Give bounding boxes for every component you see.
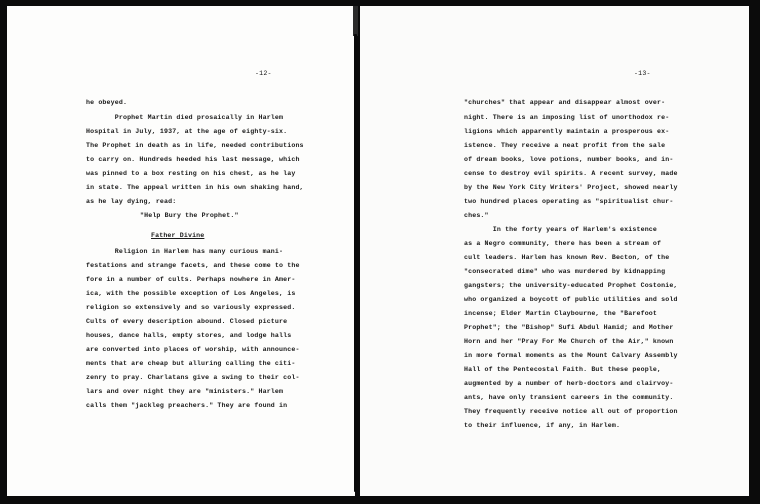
- text-line: gangsters; the university-educated Prophet Costonie,: [464, 282, 678, 289]
- text-line: to their influence, if any, in Harlem.: [464, 422, 621, 429]
- text-line: Cults of every description abound. Closed picture: [86, 318, 288, 325]
- text-line: by the New York City Writers' Project, showed nearly: [464, 184, 678, 191]
- text-line: Religion in Harlem has many curious mani-: [86, 248, 284, 255]
- text-line: cult leaders. Harlem has known Rev. Becton, of the: [464, 254, 670, 261]
- text-line: They frequently receive notice all out of proportion: [464, 408, 678, 415]
- text-line: fore in a number of cults. Perhaps nowhere in Amer-: [86, 276, 296, 283]
- text-line: The Prophet in death as in life, needed contributions: [86, 142, 304, 149]
- text-line: lars and over night they are "ministers." Harlem: [86, 388, 284, 395]
- text-line: as he lay dying, read:: [86, 198, 177, 205]
- binding-shadow: [353, 6, 358, 36]
- text-line: ants, have only transient careers in the community.: [464, 394, 674, 401]
- binding-fold: [354, 34, 357, 492]
- text-line: was pinned to a box resting on his chest, as he lay: [86, 170, 296, 177]
- text-line: ica, with the possible exception of Los Angeles, is: [86, 290, 296, 297]
- text-line: he obeyed.: [86, 99, 128, 106]
- text-line: Prophet"; the "Bishop" Sufi Abdul Hamid; and Mother: [464, 324, 674, 331]
- text-line: who organized a boycott of public utilities and sold: [464, 296, 678, 303]
- text-line: in state. The appeal written in his own shaking hand,: [86, 184, 304, 191]
- text-line: Hall of the Pentecostal Faith. But these people,: [464, 366, 662, 373]
- text-line: "consecrated dime" who was murdered by kidnapping: [464, 268, 666, 275]
- text-line: incense; Elder Martin Claybourne, the "Barefoot: [464, 310, 658, 317]
- text-line: Horn and her "Pray For Me Church of the Air," known: [464, 338, 674, 345]
- text-line: night. There is an imposing list of unorthodox re-: [464, 114, 670, 121]
- text-line: calls them "jackleg preachers." They are found in: [86, 402, 288, 409]
- text-line: cense to destroy evil spirits. A recent survey, made: [464, 170, 678, 177]
- page-number: -12-: [255, 70, 272, 77]
- text-line: Prophet Martin died prosaically in Harlem: [86, 114, 284, 121]
- quote-line: "Help Bury the Prophet.": [140, 212, 239, 219]
- text-line: ches.": [464, 212, 489, 219]
- text-line: to carry on. Hundreds heeded his last message, which: [86, 156, 300, 163]
- text-line: ments that are cheap but alluring calling the citi-: [86, 360, 296, 367]
- section-heading: Father Divine: [151, 232, 205, 239]
- text-line: "churches" that appear and disappear almost over-: [464, 99, 666, 106]
- text-line: are converted into places of worship, with announce-: [86, 346, 300, 353]
- text-line: as a Negro community, there has been a stream of: [464, 240, 662, 247]
- text-line: in more formal moments as the Mount Calvary Assembly: [464, 352, 678, 359]
- text-line: religion so extensively and so variously expressed.: [86, 304, 296, 311]
- text-line: In the forty years of Harlem's existence: [464, 226, 658, 233]
- text-line: festations and strange facets, and these come to the: [86, 262, 300, 269]
- text-line: of dream books, love potions, number books, and in-: [464, 156, 674, 163]
- text-line: zenry to pray. Charlatans give a swing to their col-: [86, 374, 300, 381]
- text-line: Hospital in July, 1937, at the age of eighty-six.: [86, 128, 288, 135]
- text-line: istence. They receive a neat profit from the sale: [464, 142, 666, 149]
- text-line: houses, dance halls, empty stores, and lodge halls: [86, 332, 292, 339]
- text-line: augmented by a number of herb-doctors and clairvoy-: [464, 380, 674, 387]
- text-line: two hundred places operating as "spiritualist chur-: [464, 198, 674, 205]
- left-page: [7, 6, 355, 496]
- text-line: ligions which apparently maintain a prosperous ex-: [464, 128, 670, 135]
- page-number: -13-: [634, 70, 651, 77]
- right-page: [360, 6, 749, 496]
